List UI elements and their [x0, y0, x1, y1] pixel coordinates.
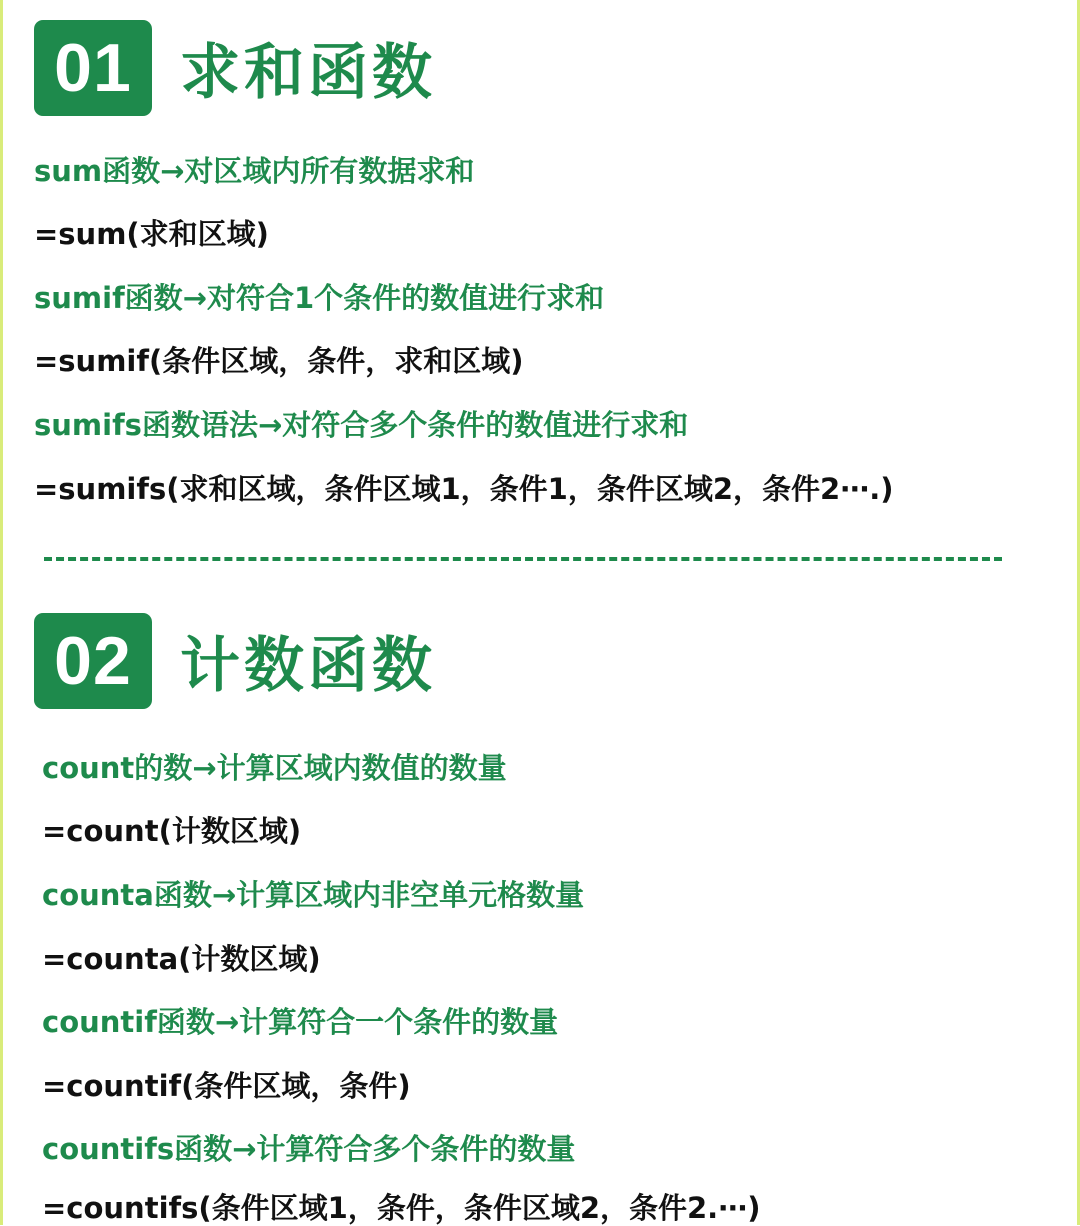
section-number-badge: 02 [34, 613, 152, 709]
sum-formula: =sum(求和区域) [34, 217, 269, 251]
sumifs-description: sumifs函数语法→对符合多个条件的数值进行求和 [34, 408, 689, 442]
countifs-description: countifs函数→计算符合多个条件的数量 [42, 1132, 576, 1166]
counta-formula: =counta(计数区域) [42, 942, 321, 976]
section-header-count [34, 613, 436, 709]
sumifs-formula: =sumifs(求和区域，条件区域1，条件1，条件区域2，条件2⋯.) [34, 472, 894, 506]
countif-formula: =countif(条件区域，条件) [42, 1069, 411, 1103]
countifs-formula: =countifs(条件区域1，条件，条件区域2，条件2.⋯) [42, 1191, 761, 1225]
countif-description: countif函数→计算符合一个条件的数量 [42, 1005, 559, 1039]
section-title: 计数函数 [180, 631, 436, 701]
sumif-description: sumif函数→对符合1个条件的数值进行求和 [34, 281, 605, 315]
left-edge-border [0, 0, 3, 1225]
counta-description: counta函数→计算区域内非空单元格数量 [42, 878, 585, 912]
dashed-divider [44, 557, 1002, 561]
section-header-sum [34, 20, 436, 116]
count-description: count的数→计算区域内数值的数量 [42, 751, 507, 785]
sum-description: sum函数→对区域内所有数据求和 [34, 154, 475, 188]
section-title: 求和函数 [180, 38, 436, 108]
count-formula: =count(计数区域) [42, 814, 302, 848]
section-number-badge: 01 [34, 20, 152, 116]
sumif-formula: =sumif(条件区域，条件，求和区域) [34, 344, 524, 378]
